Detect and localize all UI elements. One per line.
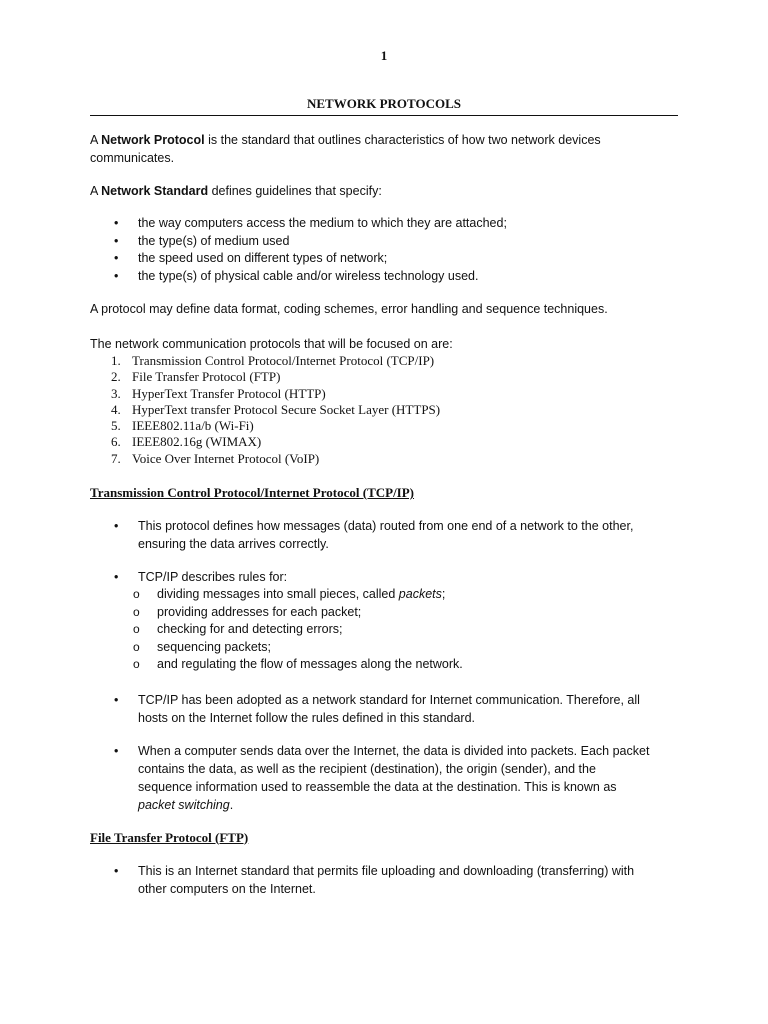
focus-protocol-list	[90, 353, 650, 467]
list-item: o dividing messages into small pieces, called packets;	[90, 586, 650, 604]
focus-intro: The network communication protocols that will be focused on are:	[90, 337, 453, 351]
bullet-icon: •	[114, 743, 119, 758]
list-item: • When a computer sends data over the Internet, the data is divided into packets. Each packet contains the data, as well as the recipient (destination), the origin (sender), and the sequence information used to reassemble the data at the destination. This is known as packet switching.	[114, 743, 650, 812]
bullet-icon: •	[114, 251, 119, 265]
list-item: • the speed used on different types of network;	[90, 250, 650, 268]
network-standard-term: Network Standard	[101, 184, 209, 198]
circle-bullet-icon: o	[133, 639, 140, 654]
tcpip-heading: Transmission Control Protocol/Internet Protocol (TCP/IP)	[90, 485, 415, 501]
bullet-icon: •	[114, 216, 119, 230]
list-item: o providing addresses for each packet;	[90, 604, 650, 622]
list-item: • TCP/IP describes rules for:	[114, 570, 288, 585]
tcpip-rules-bullet	[90, 568, 650, 586]
list-item: • TCP/IP has been adopted as a network standard for Internet communication. Therefore, all hosts on the Internet follow the rules defined in this standard.	[114, 692, 640, 725]
list-item: 7. Voice Over Internet Protocol (VoIP)	[111, 450, 320, 466]
list-item: 6. IEEE802.16g (WIMAX)	[111, 434, 262, 450]
bullet-icon: •	[114, 519, 119, 534]
list-item: 4. HyperText transfer Protocol Secure Socket Layer (HTTPS)	[111, 401, 441, 417]
document-body	[90, 131, 650, 898]
bullet-icon: •	[114, 570, 119, 585]
tcpip-bullets	[90, 517, 650, 553]
list-item: 3. HyperText Transfer Protocol (HTTP)	[111, 385, 326, 401]
network-protocol-definition: A Network Protocol is the standard that outlines characteristics of how two network devices communicates.	[90, 133, 601, 165]
list-item: • This protocol defines how messages (data) routed from one end of a network to the other, ensuring the data arrives correctly.	[114, 519, 634, 552]
packet-switching-bullet	[90, 742, 650, 814]
standard-guidelines-list	[90, 215, 650, 285]
page-number: 1	[380, 48, 388, 63]
list-item: • the type(s) of medium used	[90, 233, 650, 251]
bullet-icon: •	[114, 863, 119, 878]
circle-bullet-icon: o	[133, 604, 140, 619]
circle-bullet-icon: o	[133, 657, 140, 672]
page-title: NETWORK PROTOCOLS	[307, 96, 461, 111]
list-item: • the way computers access the medium to which they are attached;	[90, 215, 650, 233]
circle-bullet-icon: o	[133, 587, 140, 602]
ftp-bullets	[90, 862, 650, 898]
list-item: o checking for and detecting errors;	[90, 621, 650, 639]
circle-bullet-icon: o	[133, 622, 140, 637]
bullet-icon: •	[114, 233, 119, 248]
list-item: 5. IEEE802.11a/b (Wi-Fi)	[111, 418, 254, 434]
tcpip-rules-list	[90, 586, 650, 674]
bullet-icon: •	[114, 268, 119, 283]
list-item: o and regulating the flow of messages along the network.	[90, 656, 650, 674]
list-item: • This is an Internet standard that permits file uploading and downloading (transferring) with other computers on the Internet.	[114, 863, 635, 896]
list-item: o sequencing packets;	[90, 639, 650, 657]
title-rule	[90, 115, 678, 116]
list-item: 1. Transmission Control Protocol/Internet Protocol (TCP/IP)	[111, 353, 435, 368]
network-protocol-term: Network Protocol	[101, 133, 205, 147]
list-item: 2. File Transfer Protocol (FTP)	[111, 369, 281, 385]
list-item: • the type(s) of physical cable and/or wireless technology used.	[90, 268, 650, 286]
network-standard-definition: A Network Standard defines guidelines that specify:	[90, 184, 382, 198]
tcpip-standard-bullet	[90, 691, 650, 727]
ftp-heading: File Transfer Protocol (FTP)	[90, 829, 249, 845]
bullet-icon: •	[114, 692, 119, 707]
protocol-define-paragraph: A protocol may define data format, coding schemes, error handling and sequence techniques.	[90, 302, 608, 316]
